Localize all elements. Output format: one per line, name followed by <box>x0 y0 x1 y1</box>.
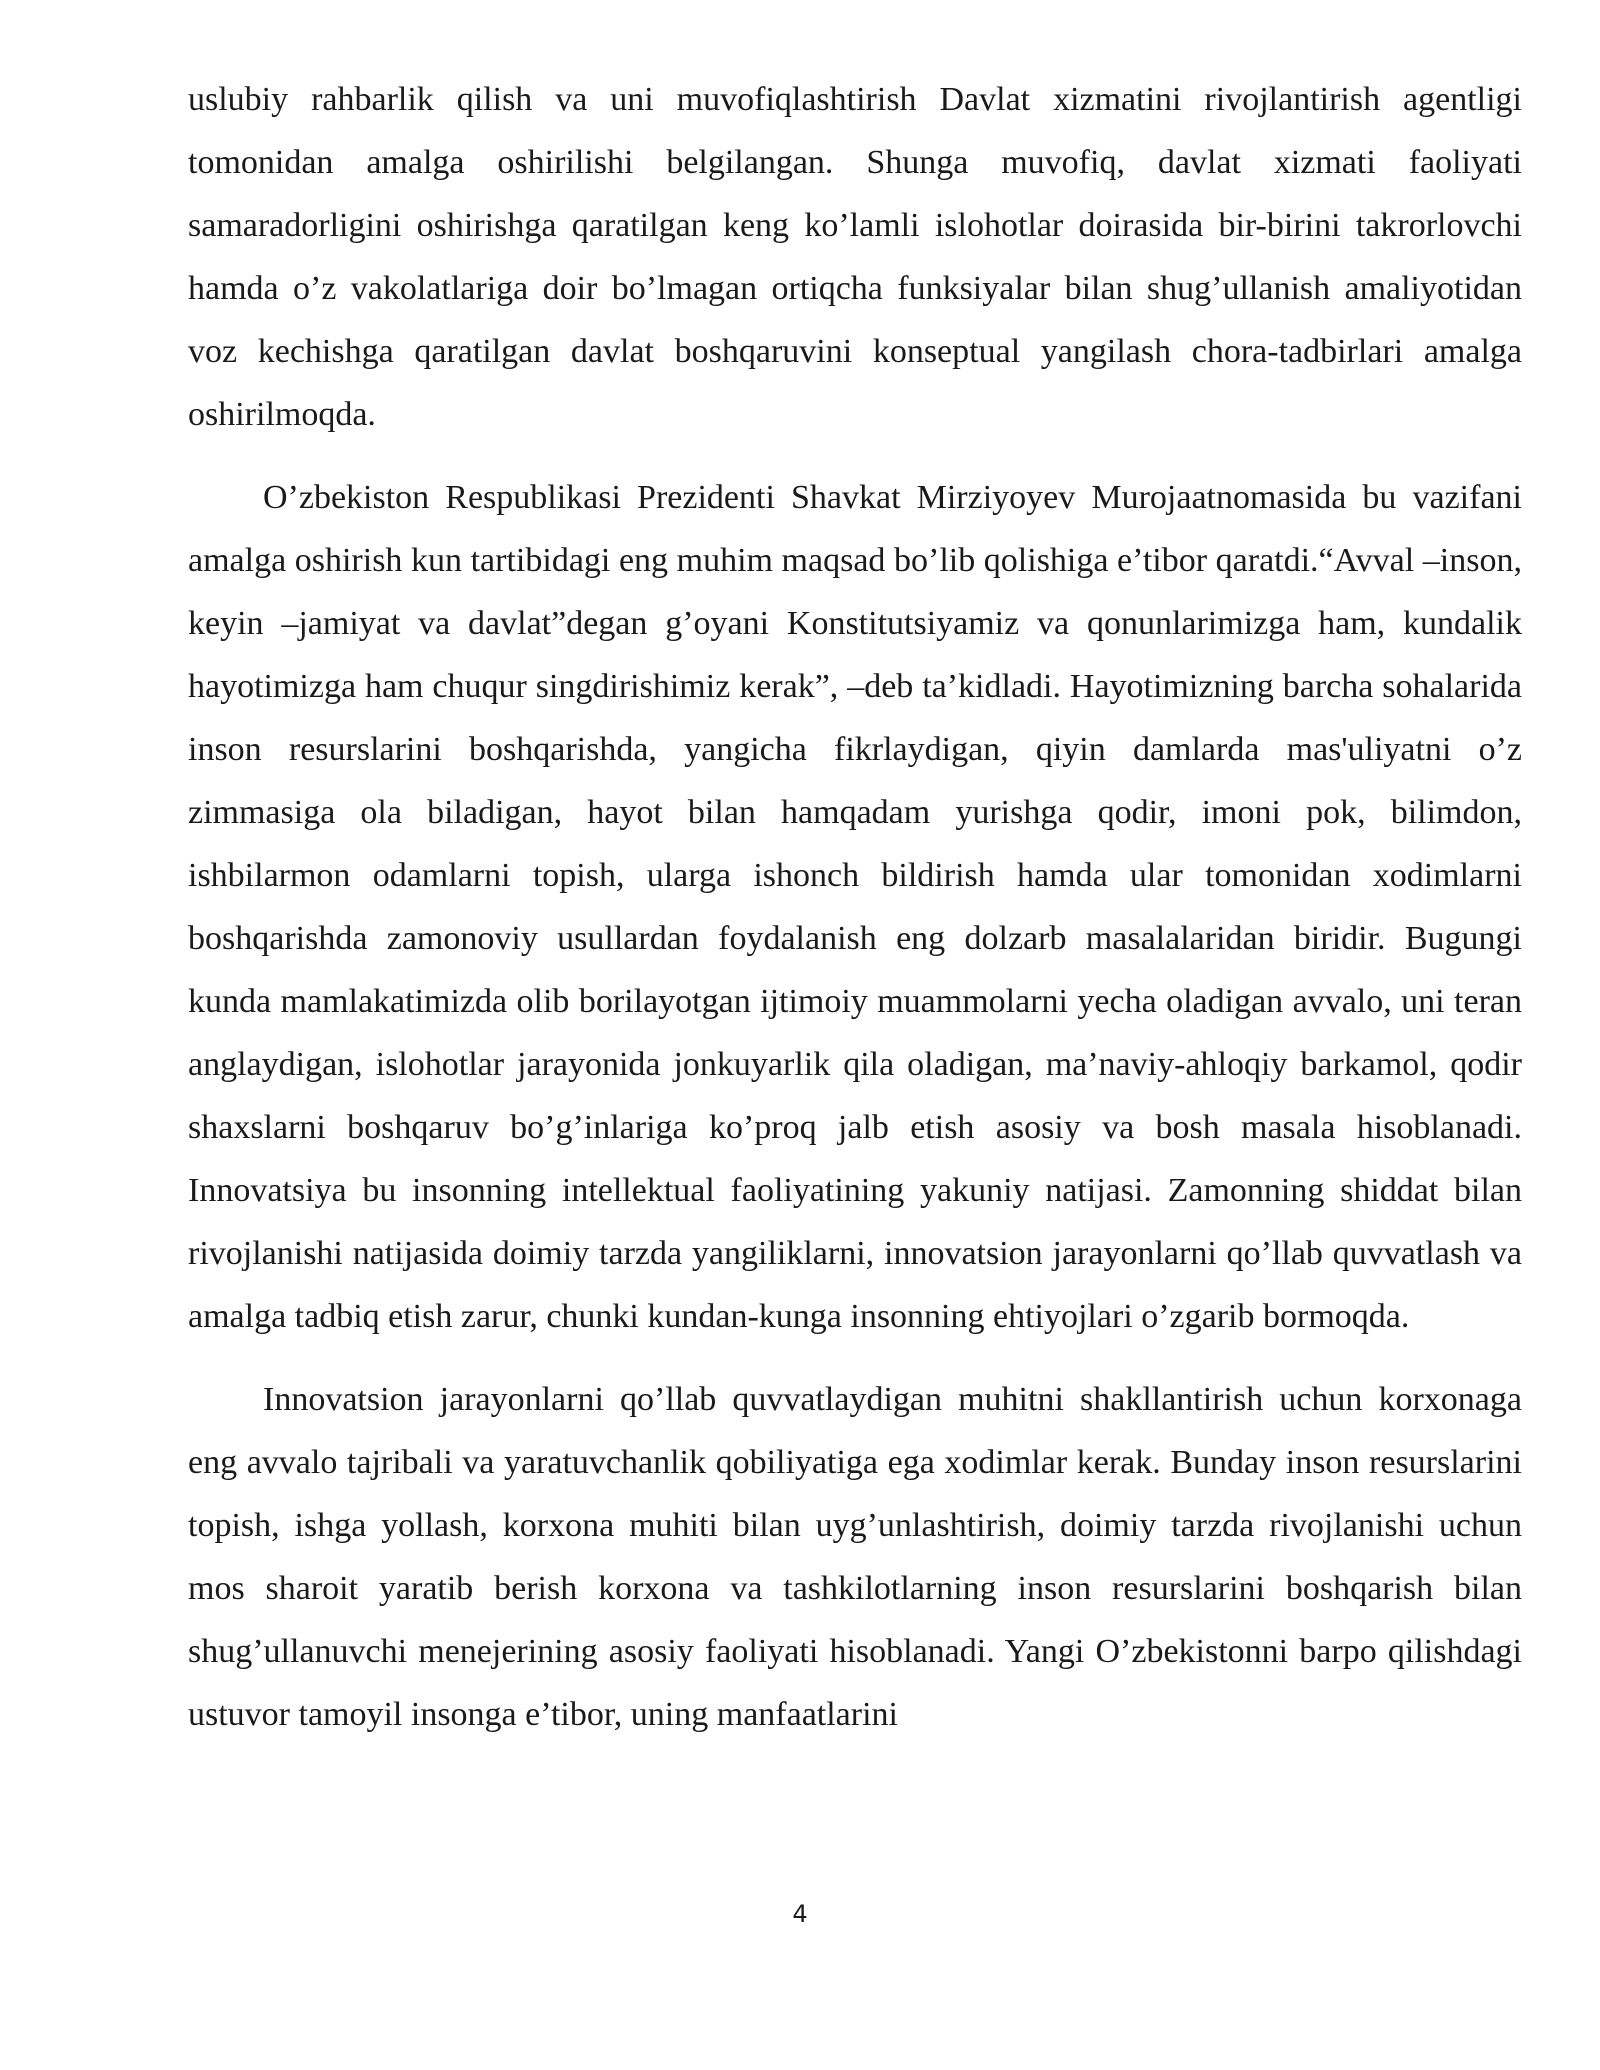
paragraph-innovation-environment: Innovatsion jarayonlarni qo’llab quvvatlaydigan muhitni shakllantirish uchun korxonaga eng avvalo tajribali va yaratuvchanlik qobiliyatiga ega xodimlar kerak. Bunday inson resurslarini topish, ishga yollash, korxona muhiti bilan uyg’unlashtirish, doimiy tarzda rivojlanishi uchun mos sharoit yaratib berish korxona va tashkilotlarning inson resurslarini boshqarish bilan shug’ullanuvchi menejerining asosiy faoliyati hisoblanadi. Yangi O’zbekistonni barpo qilishdagi ustuvor tamoyil insonga e’tibor, uning manfaatlarini <box>188 1381 1522 1733</box>
paragraph-continuation: uslubiy rahbarlik qilish va uni muvofiqlashtirish Davlat xizmatini rivojlantirish agentligi tomonidan amalga oshirilishi belgilangan. Shunga muvofiq, davlat xizmati faoliyati samaradorligini oshirishga qaratilgan keng ko’lamli islohotlar doirasida bir-birini takrorlovchi hamda o’z vakolatlariga doir bo’lmagan ortiqcha funksiyalar bilan shug’ullanish amaliyotidan voz kechishga qaratilgan davlat boshqaruvini konseptual yangilash chora-tadbirlari amalga oshirilmoqda. <box>188 81 1522 433</box>
document-body <box>188 68 1522 1746</box>
page-number: 4 <box>792 1900 808 1928</box>
paragraph-president-address: O’zbekiston Respublikasi Prezidenti Shavkat Mirziyoyev Murojaatnomasida bu vazifani amalga oshirish kun tartibidagi eng muhim maqsad bo’lib qolishiga e’tibor qaratdi.“Avval –inson, keyin –jamiyat va davlat”degan g’oyani Konstitutsiyamiz va qonunlarimizga ham, kundalik hayotimizga ham chuqur singdirishimiz kerak”, –deb ta’kidladi. Hayotimizning barcha sohalarida inson resurslarini boshqarishda, yangicha fikrlaydigan, qiyin damlarda mas'uliyatni o’z zimmasiga ola biladigan, hayot bilan hamqadam yurishga qodir, imoni pok, bilimdon, ishbilarmon odamlarni topish, ularga ishonch bildirish hamda ular tomonidan xodimlarni boshqarishda zamonoviy usullardan foydalanish eng dolzarb masalalaridan biridir. Bugungi kunda mamlakatimizda olib borilayotgan ijtimoiy muammolarni yecha oladigan avvalo, uni teran anglaydigan, islohotlar jarayonida jonkuyarlik qila oladigan, ma’naviy-ahloqiy barkamol, qodir shaxslarni boshqaruv bo’g’inlariga ko’proq jalb etish asosiy va bosh masala hisoblanadi. Innovatsiya bu insonning intellektual faoliyatining yakuniy natijasi. Zamonning shiddat bilan rivojlanishi natijasida doimiy tarzda yangiliklarni, innovatsion jarayonlarni qo’llab quvvatlash va amalga tadbiq etish zarur, chunki kundan-kunga insonning ehtiyojlari o’zgarib bormoqda. <box>188 479 1522 1335</box>
